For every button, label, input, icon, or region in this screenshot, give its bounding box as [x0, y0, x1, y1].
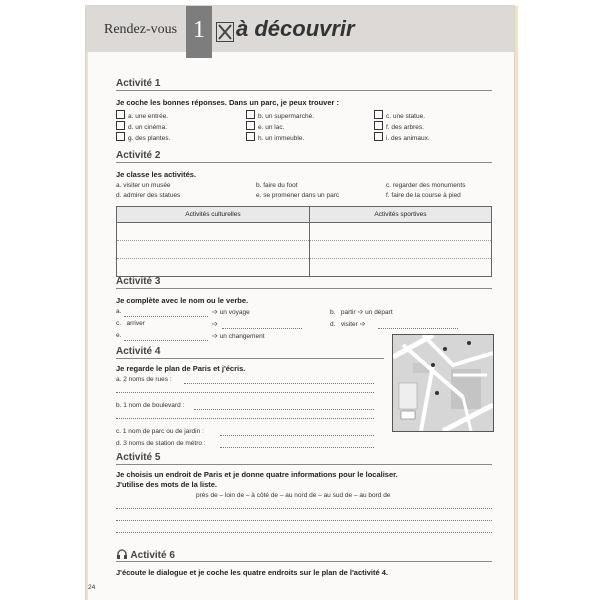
question-a: a. 2 noms de rues :: [116, 376, 172, 383]
checkbox[interactable]: [246, 110, 255, 119]
checkbox[interactable]: [374, 110, 383, 119]
answer-line[interactable]: [220, 435, 374, 436]
option-a[interactable]: a. une entrée.: [116, 110, 168, 120]
answer-cell[interactable]: [309, 223, 491, 241]
header-title: à découvrir: [236, 16, 355, 41]
answer-cell[interactable]: [117, 259, 310, 277]
answer-line[interactable]: [184, 383, 374, 384]
classification-table: [116, 206, 492, 277]
answer-cell[interactable]: [117, 223, 310, 241]
divider: [116, 162, 492, 163]
question-b: b. 1 nom de boulevard :: [116, 402, 185, 409]
checkbox[interactable]: [246, 132, 255, 141]
checkbox[interactable]: [246, 121, 255, 130]
map-image: [393, 335, 493, 431]
divider: [116, 358, 384, 359]
answer-cell[interactable]: [309, 241, 491, 259]
arrow-icon: ➩: [357, 309, 364, 316]
word-list: près de – loin de – à côté de – au nord de – au sud de – au bord de: [196, 492, 391, 499]
row-d: d. visiter ➩: [330, 321, 366, 328]
activity-6-title: Activité 6: [130, 550, 175, 561]
activity-5-instruction-2: J'utilise des mots de la liste.: [116, 480, 217, 489]
answer-line[interactable]: [116, 532, 492, 533]
activity-4-instruction: Je regarde le plan de Paris et j'écris.: [116, 364, 246, 373]
item-d: d. admirer des statues: [116, 192, 181, 199]
activity-6-header: [116, 548, 175, 561]
checkbox[interactable]: [374, 132, 383, 141]
item-a: a. visiter un musée: [116, 182, 171, 189]
option-g[interactable]: g. des plantes.: [116, 132, 170, 142]
option-d[interactable]: d. un cinéma.: [116, 121, 167, 131]
answer-line[interactable]: [116, 520, 492, 521]
answer-cell[interactable]: [309, 259, 491, 277]
option-b[interactable]: b. un supermarché.: [246, 110, 314, 120]
item-c: c. regarder des monuments: [386, 182, 466, 189]
divider: [116, 90, 492, 91]
answer-line[interactable]: [124, 340, 208, 341]
row-b: b. partir ➩ un départ: [330, 309, 393, 316]
checkbox-icon: [216, 22, 234, 42]
answer-line[interactable]: [378, 328, 458, 329]
checkbox[interactable]: [374, 121, 383, 130]
row-e: e.: [116, 332, 122, 339]
column-header: Activités sportives: [309, 207, 491, 223]
divider: [116, 464, 492, 465]
arrow-icon: ➩: [212, 321, 218, 328]
option-i[interactable]: i. des animaux.: [374, 132, 430, 142]
option-e[interactable]: e. un lac.: [246, 121, 284, 131]
divider: [116, 561, 492, 562]
answer-line[interactable]: [116, 392, 374, 393]
page-header: [86, 6, 514, 52]
checkbox[interactable]: [116, 132, 125, 141]
answer-line[interactable]: [220, 447, 374, 448]
activity-3-instruction: Je complète avec le nom ou le verbe.: [116, 296, 249, 305]
item-f: f. faire de la course à pied: [386, 192, 461, 199]
activity-1-instruction: Je coche les bonnes réponses. Dans un parc, je peux trouver :: [116, 98, 339, 107]
activity-5: [116, 452, 492, 499]
paris-map[interactable]: [392, 334, 494, 432]
activity-3: [116, 276, 492, 340]
item-b: b. faire du foot: [256, 182, 298, 189]
divider: [116, 288, 492, 289]
question-d: d. 3 noms de station de métro :: [116, 440, 206, 447]
activity-5-instruction-1: Je choisis un endroit de Paris et je donne quatre informations pour le localiser.: [116, 470, 398, 479]
answer-line[interactable]: [124, 316, 208, 317]
column-header: Activités culturelles: [117, 207, 310, 223]
headphones-icon[interactable]: [116, 548, 128, 560]
answer-line[interactable]: [116, 418, 374, 419]
checkbox[interactable]: [116, 121, 125, 130]
activity-4-title: Activité 4: [116, 346, 161, 357]
answer-line[interactable]: [194, 409, 374, 410]
header-number: 1: [186, 6, 212, 58]
row-a-answer: ➩ un voyage: [212, 309, 250, 316]
row-e-answer: ➩ un changement: [212, 333, 265, 340]
row-c-arrow: [212, 320, 218, 328]
activity-1: [116, 78, 492, 142]
row-c: c. arriver: [116, 320, 145, 327]
row-a: a.: [116, 308, 122, 315]
checkbox[interactable]: [116, 110, 125, 119]
answer-line[interactable]: [116, 508, 492, 509]
activity-2-title: Activité 2: [116, 150, 161, 161]
activity-1-title: Activité 1: [116, 78, 161, 89]
answer-line[interactable]: [222, 328, 302, 329]
answer-cell[interactable]: [117, 241, 310, 259]
arrow-icon: ➩: [212, 309, 218, 316]
item-e: e. se promener dans un parc: [256, 192, 340, 199]
option-c[interactable]: c. une statue.: [374, 110, 425, 120]
option-h[interactable]: h. un immeuble.: [246, 132, 304, 142]
activity-2: [116, 150, 492, 218]
activity-3-title: Activité 3: [116, 276, 161, 287]
arrow-icon: ➩: [212, 333, 218, 340]
header-rendez-vous: Rendez-vous: [104, 22, 178, 37]
activity-5-title: Activité 5: [116, 452, 161, 463]
page-number: 24: [88, 584, 96, 591]
option-f[interactable]: f. des arbres.: [374, 121, 424, 131]
activity-6-instruction: J'écoute le dialogue et je coche les quatre endroits sur le plan de l'activité 4.: [116, 568, 388, 577]
activity-2-instruction: Je classe les activités.: [116, 170, 197, 179]
question-c: c. 1 nom de parc ou de jardin :: [116, 428, 204, 435]
arrow-icon: ➩: [359, 321, 366, 328]
